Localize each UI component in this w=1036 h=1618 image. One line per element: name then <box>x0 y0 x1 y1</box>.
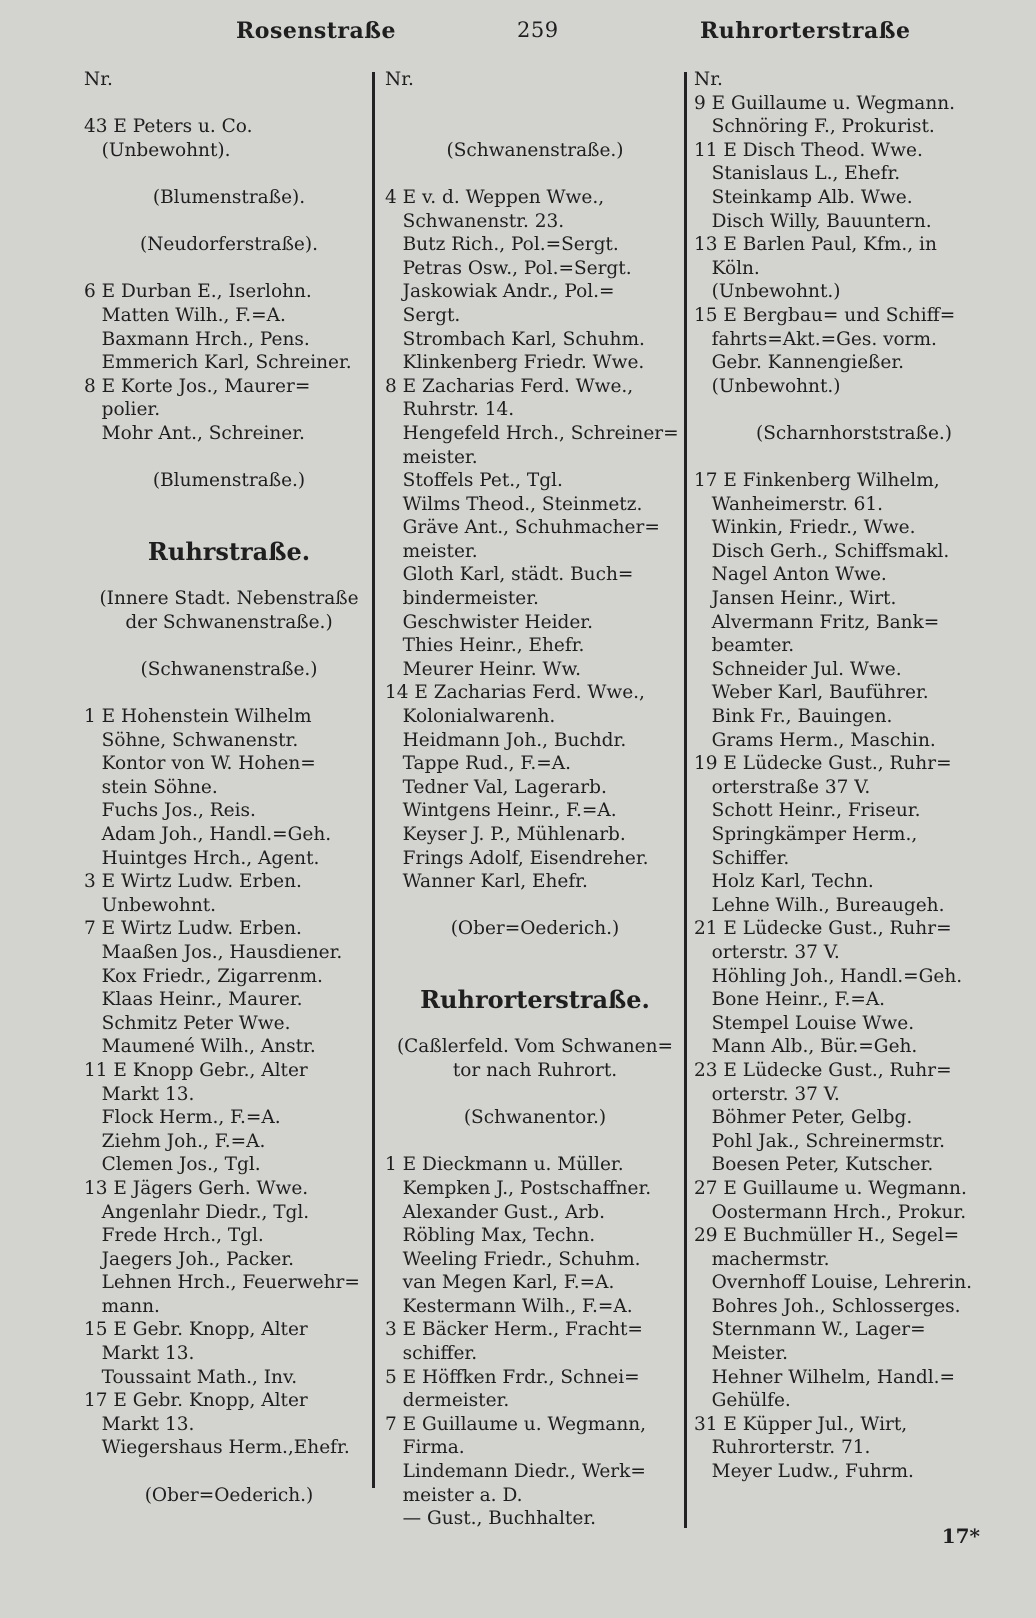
text-line: 7 E Guillaume u. Wegmann, <box>385 1413 647 1435</box>
text-line: Nr. <box>385 69 414 90</box>
text-line: 3 E Bäcker Herm., Fracht= <box>385 1319 643 1341</box>
text-line: meister. <box>385 446 478 468</box>
text-line: Holz Karl, Techn. <box>694 871 874 893</box>
text-line: Markt 13. <box>84 1413 195 1435</box>
text-line: 14 E Zacharias Ferd. Wwe., <box>385 682 645 704</box>
text-line: Hehner Wilhelm, Handl.= <box>694 1366 956 1388</box>
text-line: Frings Adolf, Eisendreher. <box>385 847 649 869</box>
text-line: 31 E Küpper Jul., Wirt, <box>694 1413 908 1435</box>
text-line: (Unbewohnt). <box>84 139 231 161</box>
text-line: Bohres Joh., Schlosserges. <box>694 1295 961 1317</box>
text-line: Clemen Jos., Tgl. <box>84 1154 261 1176</box>
text-line: Schwanenstr. 23. <box>385 210 565 232</box>
text-line: Sternmann W., Lager= <box>694 1319 926 1341</box>
page-number: 259 <box>517 18 559 42</box>
text-line: (Schwanenstraße.) <box>446 139 624 161</box>
text-line: 17 E Finkenberg Wilhelm, <box>694 470 940 492</box>
text-line: meister. <box>385 540 478 562</box>
text-line: Schneider Jul. Wwe. <box>694 658 902 680</box>
text-line: Gräve Ant., Schuhmacher= <box>385 517 660 539</box>
text-line: Schiffer. <box>694 847 790 869</box>
text-line: beamter. <box>694 635 795 657</box>
text-line: 7 E Wirtz Ludw. Erben. <box>84 918 302 940</box>
text-line: (Ober=Oederich.) <box>450 918 620 940</box>
text-line: Alvermann Fritz, Bank= <box>694 611 940 633</box>
text-line: Butz Rich., Pol.=Sergt. <box>385 234 619 256</box>
text-line: Boesen Peter, Kutscher. <box>694 1154 934 1176</box>
text-line: (Blumenstraße.) <box>152 470 306 492</box>
text-line: (Innere Stadt. Nebenstraße <box>99 588 359 610</box>
text-line: Jansen Heinr., Wirt. <box>694 588 897 610</box>
text-line <box>84 493 374 517</box>
text-line: Nagel Anton Wwe. <box>694 564 887 586</box>
text-line: 3 E Wirtz Ludw. Erben. <box>84 871 302 893</box>
text-line: Thies Heinr., Ehefr. <box>385 635 585 657</box>
text-line: Gehülfe. <box>694 1390 791 1412</box>
text-line: (Caßlerfeld. Vom Schwanen= <box>396 1036 674 1058</box>
text-line: Ruhrorterstr. 71. <box>694 1437 871 1459</box>
text-line <box>84 681 374 705</box>
text-line: 13 E Barlen Paul, Kfm., in <box>694 234 937 256</box>
text-line: 5 E Höffken Frdr., Schnei= <box>385 1366 640 1388</box>
text-line: Mohr Ant., Schreiner. <box>84 422 305 444</box>
text-line: Springkämper Herm., <box>694 824 918 845</box>
header-left-street: Rosenstraße <box>236 18 396 44</box>
text-line: 1 E Hohenstein Wilhelm <box>84 706 312 728</box>
text-line: Klinkenberg Friedr. Wwe. <box>385 352 645 374</box>
text-line: (Scharnhorststraße.) <box>756 422 952 444</box>
text-line: 4 E v. d. Weppen Wwe., <box>385 186 605 208</box>
text-line: der Schwanenstraße.) <box>125 611 333 633</box>
text-line: fahrts=Akt.=Ges. vorm. <box>694 328 937 350</box>
text-line: Wintgens Heinr., F.=A. <box>385 800 617 822</box>
text-line: orterstr. 37 V. <box>694 1083 840 1105</box>
text-line: Emmerich Karl, Schreiner. <box>84 352 352 374</box>
text-line <box>385 1130 685 1154</box>
text-line: Matten Wilh., F.=A. <box>84 304 286 326</box>
text-line: — Gust., Buchhalter. <box>385 1508 597 1530</box>
signature-mark: 17* <box>941 1524 980 1548</box>
text-line <box>385 941 685 965</box>
text-line: Ziehm Joh., F.=A. <box>84 1130 266 1152</box>
text-line: 27 E Guillaume u. Wegmann. <box>694 1177 967 1199</box>
text-line: Ruhrorterstraße. <box>420 985 650 1015</box>
text-line <box>84 1460 374 1484</box>
text-line: Mann Alb., Bür.=Geh. <box>694 1036 918 1058</box>
text-line: 17 E Gebr. Knopp, Alter <box>84 1390 308 1412</box>
text-line: bindermeister. <box>385 588 539 610</box>
text-line: Höhling Joh., Handl.=Geh. <box>694 965 963 987</box>
text-line: Strombach Karl, Schuhm. <box>385 328 645 350</box>
text-line: Hengefeld Hrch., Schreiner= <box>385 422 679 444</box>
text-line: Disch Gerh., Schiffsmakl. <box>694 540 950 562</box>
text-line <box>385 92 685 116</box>
text-line: Ruhrstraße. <box>147 536 311 566</box>
text-line: Steinkamp Alb. Wwe. <box>694 186 913 208</box>
text-line: Schmitz Peter Wwe. <box>84 1012 291 1034</box>
text-line: Nr. <box>84 69 113 90</box>
text-line <box>385 115 685 139</box>
text-line: Tedner Val, Lagerarb. <box>385 776 607 798</box>
text-line: Kempken J., Postschaffner. <box>385 1177 652 1199</box>
text-line: 1 E Dieckmann u. Müller. <box>385 1154 624 1176</box>
text-line: tor nach Ruhrort. <box>452 1059 618 1081</box>
text-line: Meurer Heinr. Ww. <box>385 658 581 680</box>
text-line: machermstr. <box>694 1248 830 1270</box>
text-line: Petras Osw., Pol.=Sergt. <box>385 257 632 279</box>
text-line <box>84 563 374 587</box>
column-2 <box>385 68 685 1531</box>
text-line: Wilms Theod., Steinmetz. <box>385 493 643 515</box>
text-line: Meister. <box>694 1343 789 1365</box>
text-line: (Unbewohnt.) <box>694 375 841 397</box>
text-line <box>84 92 374 116</box>
text-line: Keyser J. P., Mühlenarb. <box>385 824 626 845</box>
text-line: Gloth Karl, städt. Buch= <box>385 564 634 586</box>
text-line: Bink Fr., Bauingen. <box>694 706 893 728</box>
text-line: Oostermann Hrch., Prokur. <box>694 1201 967 1223</box>
text-line: Disch Willy, Bauuntern. <box>694 210 932 232</box>
text-line <box>84 446 374 470</box>
text-line: meister a. D. <box>385 1484 523 1506</box>
text-line: 43 E Peters u. Co. <box>84 116 253 138</box>
text-line: 13 E Jägers Gerh. Wwe. <box>84 1177 309 1199</box>
text-line <box>84 162 374 186</box>
text-line <box>385 162 685 186</box>
text-line: Markt 13. <box>84 1083 195 1105</box>
text-line: (Schwanentor.) <box>463 1107 607 1129</box>
text-line: Stempel Louise Wwe. <box>694 1012 915 1034</box>
text-line: Kolonialwarenh. <box>385 706 556 728</box>
text-line: Schnöring F., Prokurist. <box>694 116 935 138</box>
text-line <box>84 257 374 281</box>
text-line: Firma. <box>385 1437 465 1459</box>
text-line: Meyer Ludw., Fuhrm. <box>694 1461 914 1483</box>
text-line: Wiegershaus Herm.,Ehefr. <box>84 1437 350 1459</box>
text-line: Bone Heinr., F.=A. <box>694 989 886 1011</box>
text-line: 9 E Guillaume u. Wegmann. <box>694 92 956 114</box>
column-1 <box>84 68 374 1507</box>
text-line: Huintges Hrch., Agent. <box>84 847 320 869</box>
text-line: Ruhrstr. 14. <box>385 399 515 421</box>
text-line: Jaegers Joh., Packer. <box>84 1248 295 1270</box>
text-line: Toussaint Math., Inv. <box>84 1366 298 1388</box>
text-line: Angenlahr Diedr., Tgl. <box>84 1201 310 1223</box>
text-line <box>84 210 374 234</box>
text-line: 8 E Korte Jos., Maurer= <box>84 375 311 397</box>
text-line <box>694 398 1014 422</box>
text-line: Maaßen Jos., Hausdiener. <box>84 941 343 963</box>
text-line: Lindemann Diedr., Werk= <box>385 1461 646 1483</box>
text-line: Geschwister Heider. <box>385 611 593 633</box>
text-line: Klaas Heinr., Maurer. <box>84 989 303 1011</box>
text-line: 11 E Disch Theod. Wwe. <box>694 139 923 161</box>
text-line: Unbewohnt. <box>84 894 217 916</box>
text-line: (Schwanenstraße.) <box>140 658 318 680</box>
text-line: (Unbewohnt.) <box>694 281 841 303</box>
text-line: Lehne Wilh., Bureaugeh. <box>694 894 945 916</box>
text-line: 6 E Durban E., Iserlohn. <box>84 281 312 303</box>
text-line: Wanheimerstr. 61. <box>694 493 884 515</box>
text-line: (Neudorferstraße). <box>140 234 318 256</box>
text-line <box>385 894 685 918</box>
text-line: 11 E Knopp Gebr., Alter <box>84 1059 308 1081</box>
text-line: mann. <box>84 1295 160 1317</box>
text-line: 15 E Bergbau= und Schiff= <box>694 304 956 326</box>
text-line: Gebr. Kannengießer. <box>694 352 905 374</box>
text-line: (Ober=Oederich.) <box>144 1484 314 1506</box>
text-line: Söhne, Schwanenstr. <box>84 729 299 751</box>
text-line: Maumené Wilh., Anstr. <box>84 1036 316 1058</box>
text-line <box>385 1083 685 1107</box>
text-line: 8 E Zacharias Ferd. Wwe., <box>385 375 634 397</box>
text-line: Markt 13. <box>84 1343 195 1365</box>
text-line: 21 E Lüdecke Gust., Ruhr= <box>694 918 952 940</box>
text-line: 29 E Buchmüller H., Segel= <box>694 1225 960 1247</box>
text-line: dermeister. <box>385 1390 510 1412</box>
text-line: Schott Heinr., Friseur. <box>694 800 921 822</box>
text-line: polier. <box>84 399 161 421</box>
text-line: Overnhoff Louise, Lehrerin. <box>694 1272 972 1294</box>
text-line: Lehnen Hrch., Feuerwehr= <box>84 1272 360 1294</box>
text-line: Kontor von W. Hohen= <box>84 753 316 775</box>
text-line: Weeling Friedr., Schuhm. <box>385 1248 641 1270</box>
text-line: Pohl Jak., Schreinermstr. <box>694 1130 946 1152</box>
text-line: van Megen Karl, F.=A. <box>385 1272 615 1294</box>
text-line: Winkin, Friedr., Wwe. <box>694 517 916 539</box>
text-line: Böhmer Peter, Gelbg. <box>694 1107 913 1129</box>
text-line: Kox Friedr., Zigarrenm. <box>84 965 323 987</box>
text-line: 19 E Lüdecke Gust., Ruhr= <box>694 753 952 775</box>
text-line: Baxmann Hrch., Pens. <box>84 328 310 350</box>
text-line: schiffer. <box>385 1343 478 1365</box>
text-line: Nr. <box>694 69 723 90</box>
header-right-street: Ruhrorterstraße <box>700 18 911 44</box>
text-line: Frede Hrch., Tgl. <box>84 1225 264 1247</box>
text-line: Köln. <box>694 257 760 279</box>
text-line: Röbling Max, Techn. <box>385 1225 596 1247</box>
text-line: Sergt. <box>385 304 461 326</box>
text-line: (Blumenstraße). <box>152 186 306 208</box>
column-3 <box>694 68 1014 1484</box>
text-line <box>694 446 1014 470</box>
text-line: Stoffels Pet., Tgl. <box>385 470 563 492</box>
text-line: Fuchs Jos., Reis. <box>84 800 256 822</box>
text-line <box>385 1012 685 1036</box>
text-line: stein Söhne. <box>84 776 218 798</box>
text-line: 23 E Lüdecke Gust., Ruhr= <box>694 1059 952 1081</box>
text-line: Jaskowiak Andr., Pol.= <box>385 281 615 303</box>
text-line: Stanislaus L., Ehefr. <box>694 163 901 185</box>
text-line: orterstr. 37 V. <box>694 941 840 963</box>
text-line: Wanner Karl, Ehefr. <box>385 871 588 893</box>
text-line: Alexander Gust., Arb. <box>385 1201 605 1223</box>
text-line: Adam Joh., Handl.=Geh. <box>84 824 332 845</box>
text-line: Kestermann Wilh., F.=A. <box>385 1295 633 1317</box>
text-line: Flock Herm., F.=A. <box>84 1107 281 1129</box>
text-line: Grams Herm., Maschin. <box>694 729 936 751</box>
text-line: 15 E Gebr. Knopp, Alter <box>84 1319 308 1341</box>
text-line: Weber Karl, Bauführer. <box>694 682 929 704</box>
text-line <box>84 634 374 658</box>
text-line: Tappe Rud., F.=A. <box>385 753 571 775</box>
text-line: Heidmann Joh., Buchdr. <box>385 729 627 751</box>
text-line: orterstraße 37 V. <box>694 776 871 798</box>
